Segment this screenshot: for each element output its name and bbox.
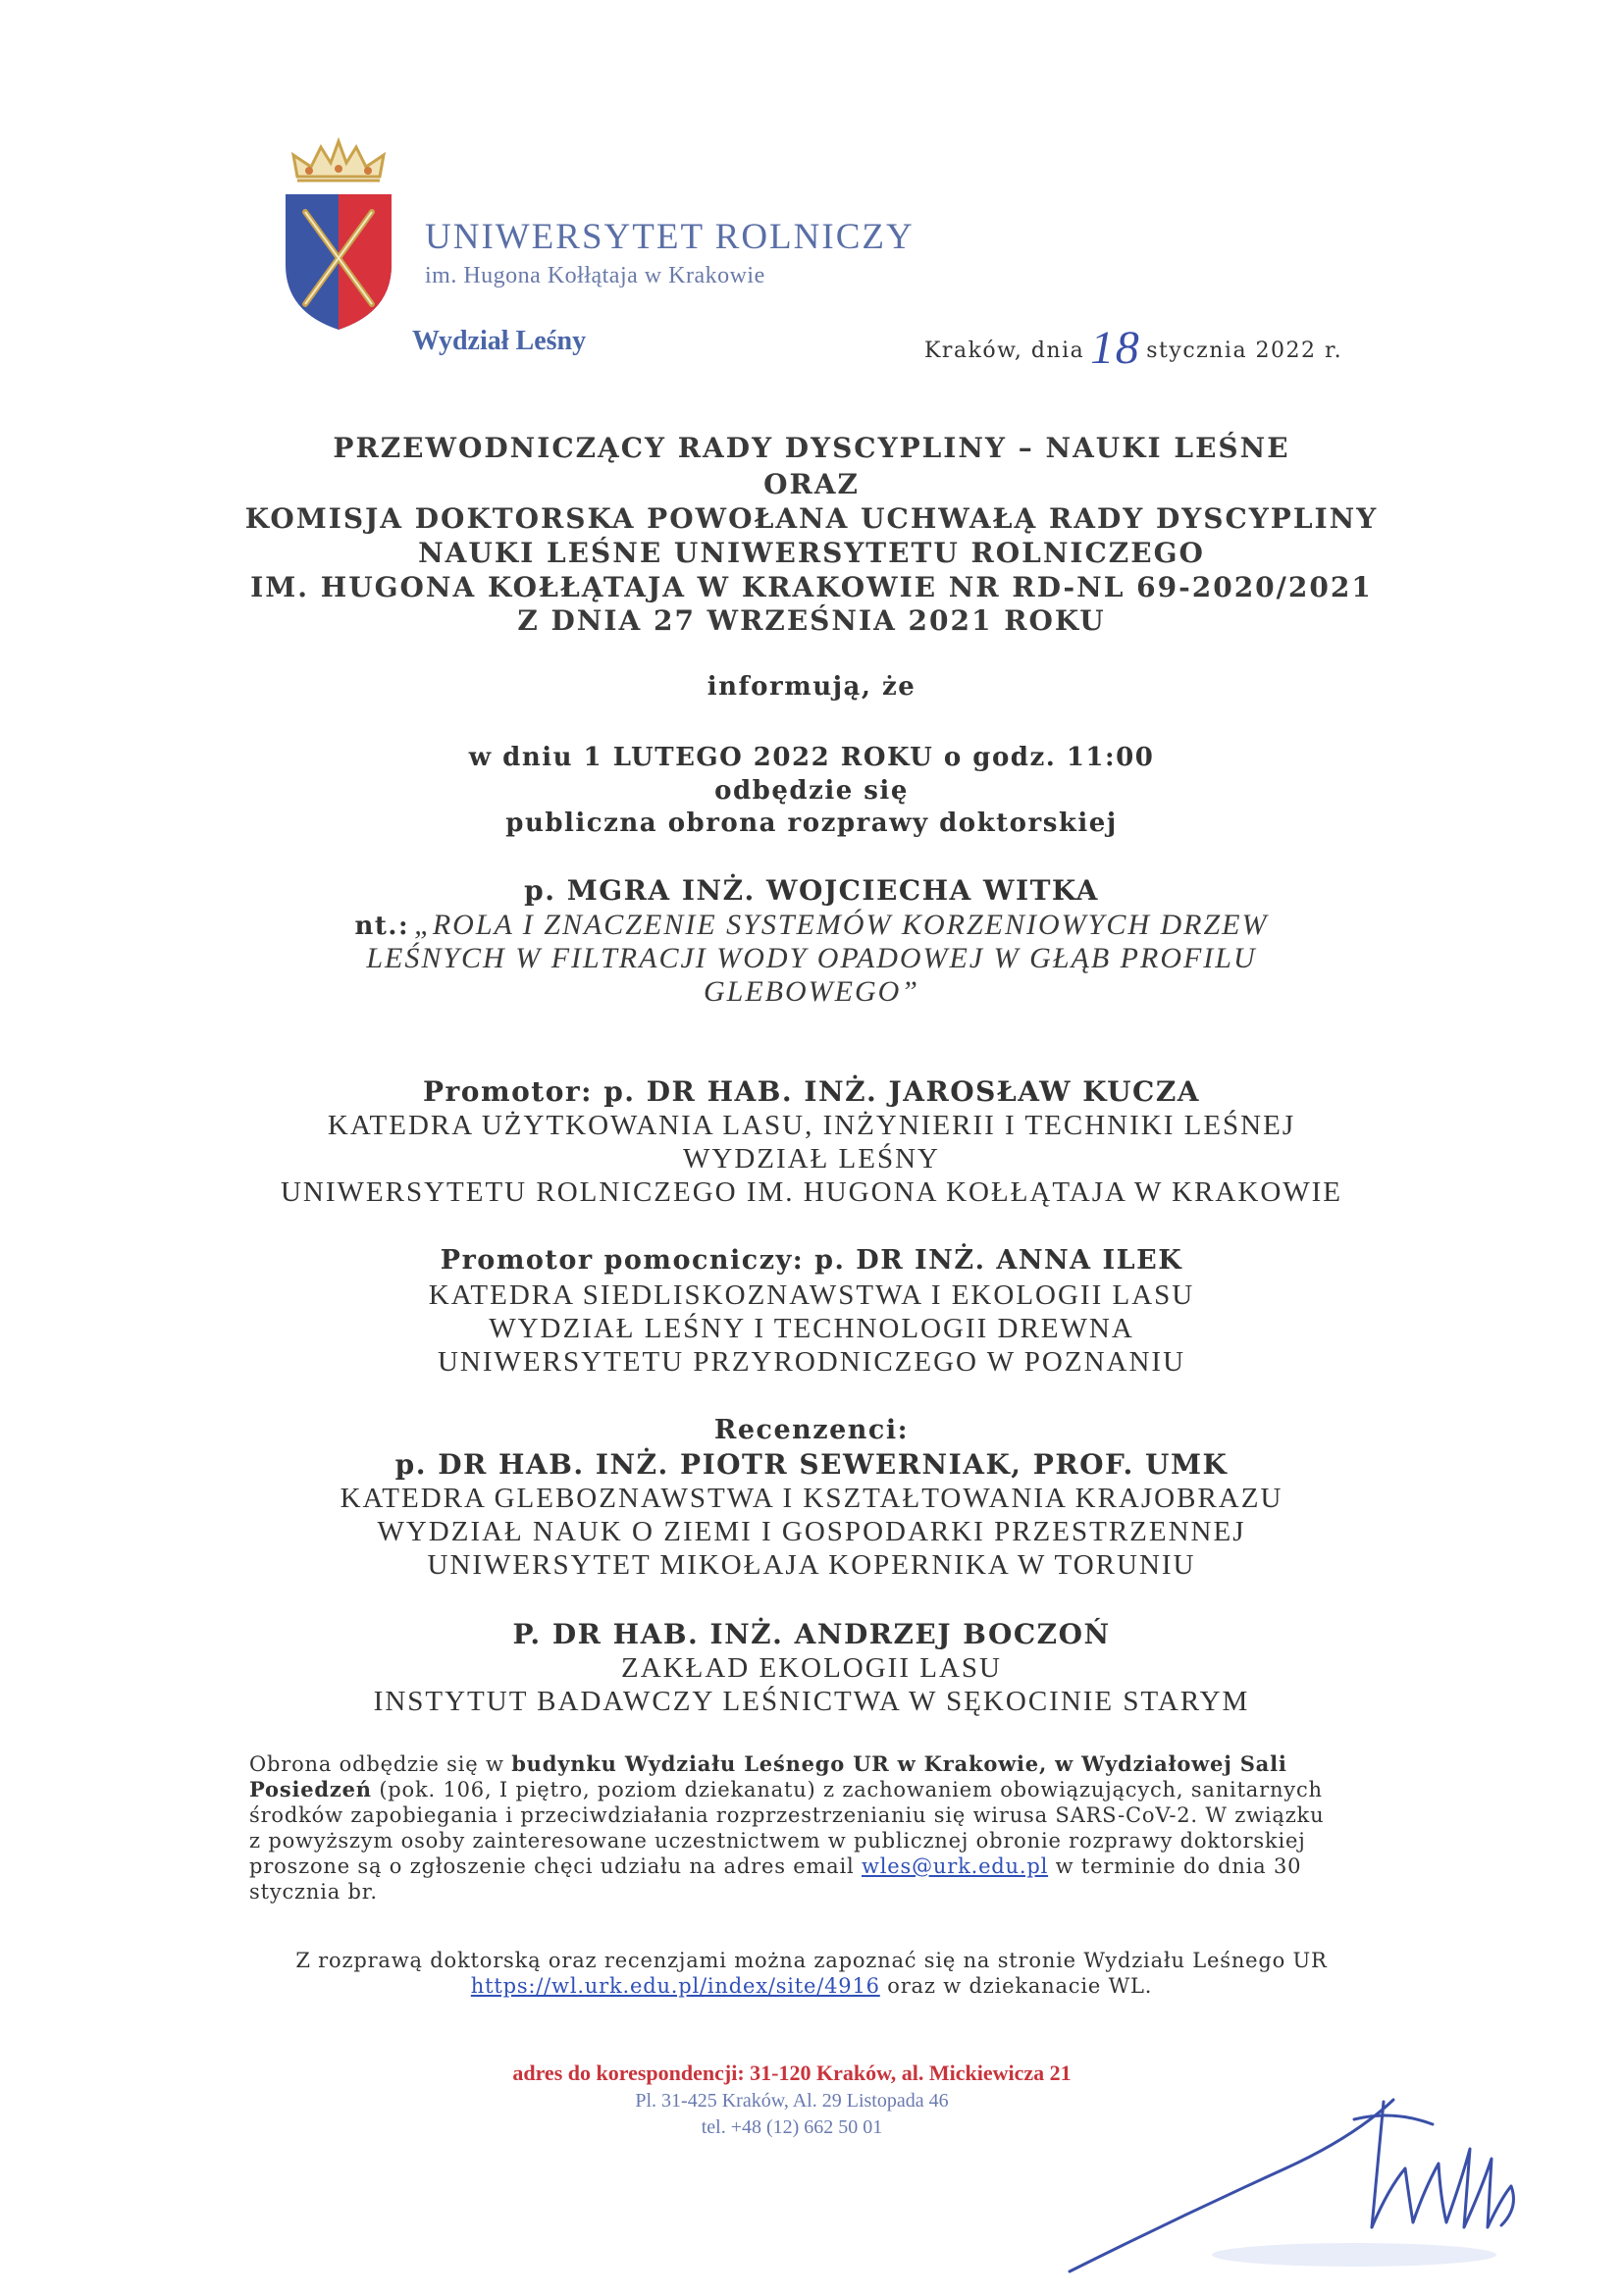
reviewers-heading: Recenzenci: <box>713 1415 910 1445</box>
title-line-4: NAUKI LEŚNE UNIWERSYTETU ROLNICZEGO <box>418 537 1205 569</box>
title-line-1: PRZEWODNICZĄCY RADY DYSCYPLINY – NAUKI LEŚNE <box>333 432 1290 464</box>
promotor-line-1: KATEDRA UŻYTKOWANIA LASU, INŻYNIERII I TECHNIKI LEŚNEJ <box>327 1110 1296 1141</box>
reviewer-1-line-3: UNIWERSYTET MIKOŁAJA KOPERNIKA W TORUNIU <box>427 1549 1196 1581</box>
title-line-6: Z DNIA 27 WRZEŚNIA 2021 ROKU <box>517 604 1106 637</box>
info-line-3: środków zapobiegania i przeciwdziałania rozprzestrzenianiu się wirusa SARS-CoV-2. W związku <box>249 1803 1325 1827</box>
handwritten-signature <box>1060 2080 1521 2276</box>
info-room-bold: Posiedzeń <box>249 1777 372 1801</box>
university-subtitle: im. Hugona Kołłątaja w Krakowie <box>425 263 765 288</box>
promotor-line-2: WYDZIAŁ LEŚNY <box>683 1143 940 1174</box>
title-line-2: ORAZ <box>763 468 860 500</box>
university-crest-logo <box>280 137 397 334</box>
phone-number: tel. +48 (12) 662 50 01 <box>701 2116 883 2138</box>
date-day-handwritten: 18 <box>1090 322 1141 374</box>
email-link[interactable]: wles@urk.edu.pl <box>862 1854 1049 1878</box>
reviewer-1-name: p. DR HAB. INŻ. PIOTR SEWERNIAK, PROF. UMK <box>394 1448 1229 1481</box>
inform-text: informują, że <box>707 672 916 702</box>
topic-prefix: nt.: <box>354 912 410 941</box>
university-name: UNIWERSYTET ROLNICZY <box>425 217 915 257</box>
info-text: (pok. 106, I piętro, poziom dziekanatu) z zachowaniem obowiązujących, sanitarnych <box>371 1778 1323 1801</box>
will-take-place: odbędzie się <box>714 776 909 806</box>
defense-info-paragraph <box>249 1751 1417 1905</box>
defense-date-time: w dniu 1 LUTEGO 2022 ROKU o godz. 11:00 <box>468 743 1155 772</box>
reviewer-2-line-1: ZAKŁAD EKOLOGII LASU <box>621 1652 1002 1684</box>
info-line-5 <box>249 1853 1417 1879</box>
reviewer-1-line-2: WYDZIAŁ NAUK O ZIEMI I GOSPODARKI PRZESTRZENNEJ <box>377 1516 1246 1547</box>
crown-icon <box>293 141 384 181</box>
topic-line-3: GLEBOWEGO” <box>704 975 919 1008</box>
correspondence-address: adres do korespondencji: 31-120 Kraków, al. Mickiewicza 21 <box>512 2061 1072 2085</box>
topic-line-2: LEŚNYCH W FILTRACJI WODY OPADOWEJ W GŁĄB PROFILU <box>366 942 1257 974</box>
info-text: Obrona odbędzie się w <box>249 1752 512 1776</box>
title-line-5: IM. HUGONA KOŁŁĄTAJA W KRAKOWIE NR RD-NL 69-2020/2021 <box>250 571 1373 603</box>
website-note-suffix: oraz w dziekanacie WL. <box>879 1974 1153 1998</box>
reviewer-2-name: P. DR HAB. INŻ. ANDRZEJ BOCZOŃ <box>512 1618 1111 1650</box>
topic-text-1: „ROLA I ZNACZENIE SYSTEMÓW KORZENIOWYCH DRZEW <box>414 909 1269 941</box>
auxiliary-promotor-line-3: UNIWERSYTETU PRZYRODNICZEGO W POZNANIU <box>437 1346 1186 1378</box>
reviewer-1-line-1: KATEDRA GLEBOZNAWSTWA I KSZTAŁTOWANIA KRAJOBRAZU <box>340 1483 1283 1514</box>
website-note-line-1: Z rozprawą doktorską oraz recenzjami można zapoznać się na stronie Wydziału Leśnego UR <box>295 1949 1328 1972</box>
info-location-bold: budynku Wydziału Leśnego UR w Krakowie, w Wydziałowej Sali <box>511 1751 1287 1776</box>
info-line-4: z powyższym osoby zainteresowane uczestnictwem w publicznej obronie rozprawy doktorskiej <box>249 1829 1306 1852</box>
promotor-line-3: UNIWERSYTETU ROLNICZEGO IM. HUGONA KOŁŁĄTAJA W KRAKOWIE <box>280 1176 1343 1208</box>
info-text: w terminie do dnia 30 <box>1048 1854 1302 1878</box>
date-prefix: Kraków, dnia <box>924 339 1085 363</box>
info-text: proszone są o zgłoszenie chęci udziału na adres email <box>249 1854 863 1878</box>
info-line-1 <box>249 1751 1417 1777</box>
faculty-name: Wydział Leśny <box>412 326 587 356</box>
auxiliary-promotor-line-1: KATEDRA SIEDLISKOZNAWSTWA I EKOLOGII LASU <box>428 1279 1195 1311</box>
info-line-2 <box>249 1777 1417 1802</box>
candidate-name: p. MGRA INŻ. WOJCIECHA WITKA <box>524 874 1099 907</box>
info-line-6: stycznia br. <box>249 1880 378 1904</box>
topic-line-1 <box>0 909 1623 942</box>
auxiliary-promotor-label: Promotor pomocniczy: p. DR INŻ. ANNA ILEK <box>440 1245 1183 1276</box>
defense-type: publiczna obrona rozprawy doktorskiej <box>505 809 1118 838</box>
reviewer-2-line-2: INSTYTUT BADAWCZY LEŚNICTWA W SĘKOCINIE STARYM <box>373 1686 1250 1717</box>
website-note-line-2 <box>0 1974 1623 1998</box>
promotor-label: Promotor: p. DR HAB. INŻ. JAROSŁAW KUCZA <box>422 1075 1201 1108</box>
postal-address: Pl. 31-425 Kraków, Al. 29 Listopada 46 <box>635 2090 949 2112</box>
document-date <box>924 321 1342 375</box>
auxiliary-promotor-line-2: WYDZIAŁ LEŚNY I TECHNOLOGII DREWNA <box>489 1313 1134 1344</box>
date-suffix: stycznia 2022 r. <box>1146 339 1343 363</box>
website-link[interactable]: https://wl.urk.edu.pl/index/site/4916 <box>470 1974 880 1998</box>
title-line-3: KOMISJA DOKTORSKA POWOŁANA UCHWAŁĄ RADY DYSCYPLINY <box>244 502 1379 535</box>
